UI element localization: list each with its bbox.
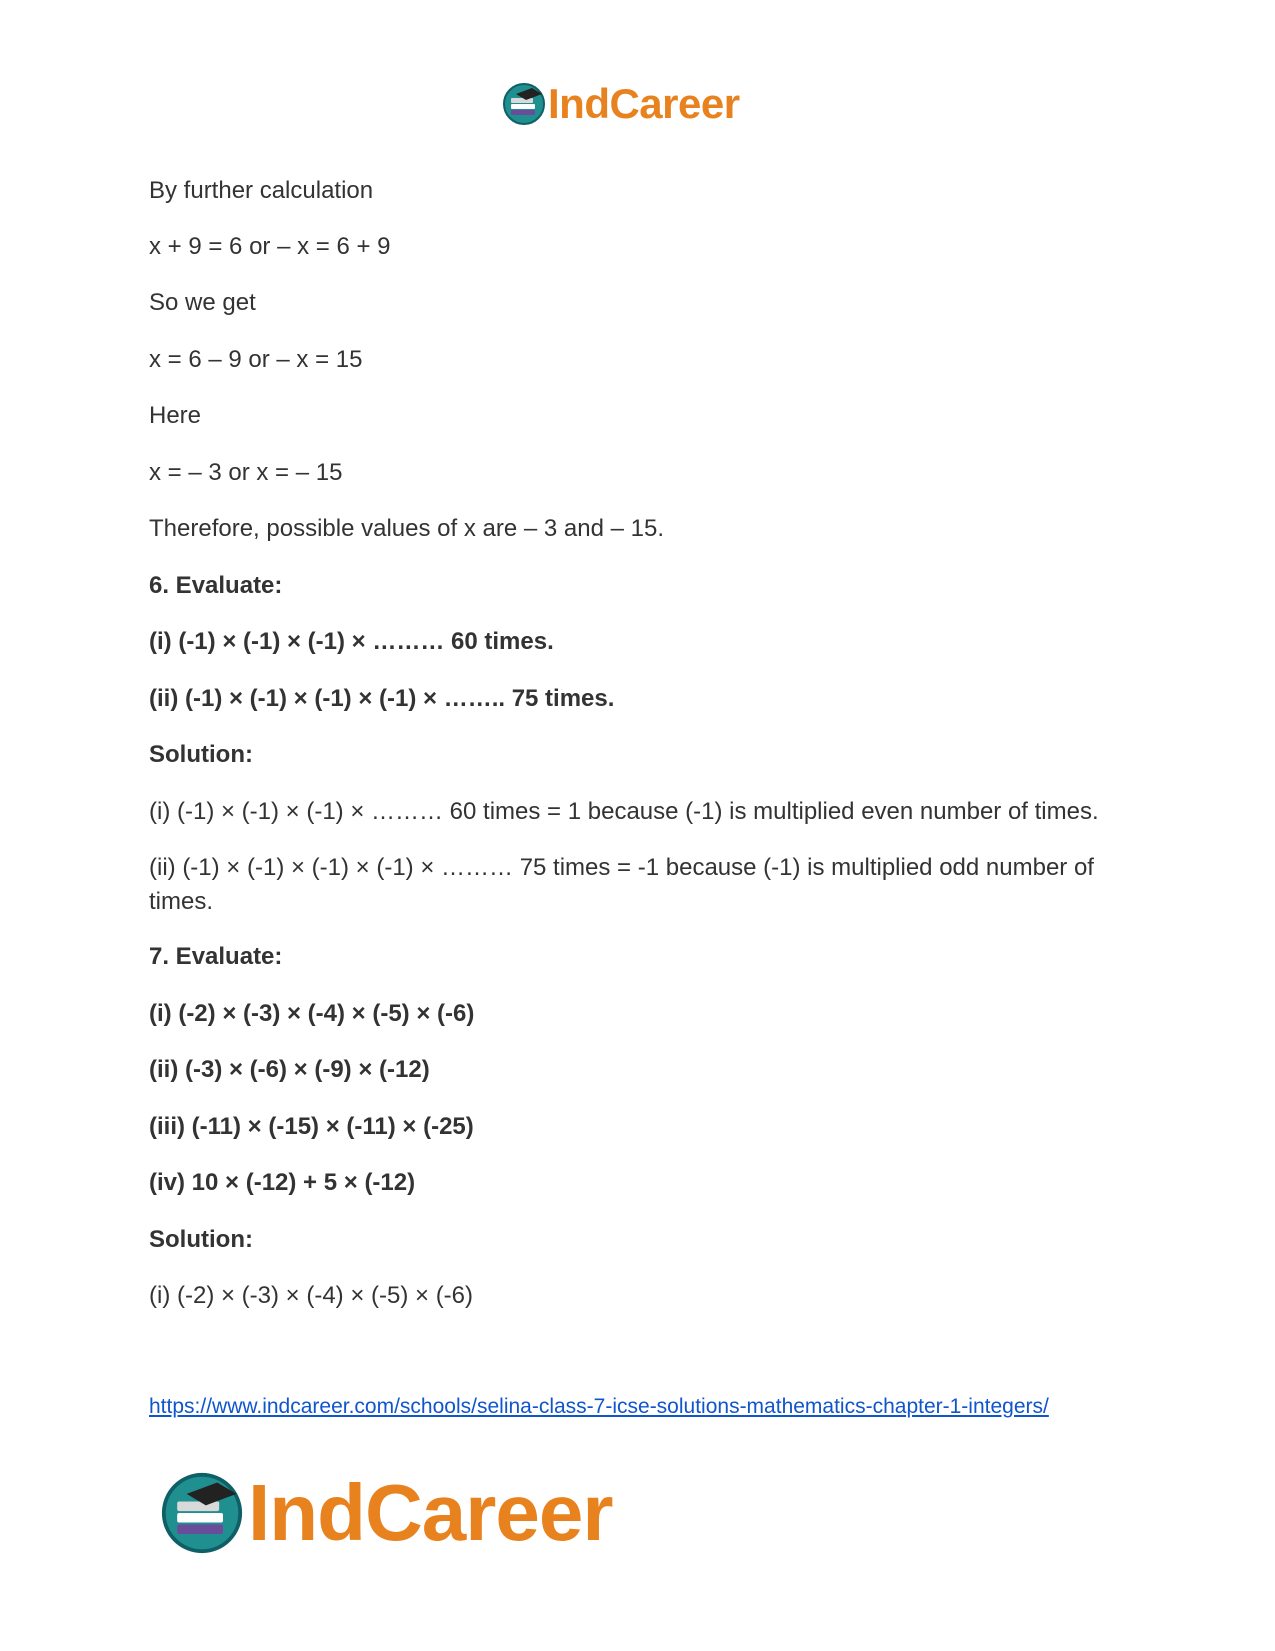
question-item: (ii) (-3) × (-6) × (-9) × (-12) (149, 1056, 430, 1083)
question-item: (i) (-2) × (-3) × (-4) × (-5) × (-6) (149, 1000, 475, 1027)
header-logo (502, 80, 740, 128)
solution-line: (i) (-1) × (-1) × (-1) × ……… 60 times = 1 because (-1) is multiplied even number of times. (149, 798, 1099, 825)
question-item: (ii) (-1) × (-1) × (-1) × (-1) × …….. 75 times. (149, 685, 615, 712)
question-item: (iii) (-11) × (-15) × (-11) × (-25) (149, 1113, 474, 1140)
indcareer-emblem-icon (160, 1471, 244, 1555)
solution-line: (ii) (-1) × (-1) × (-1) × (-1) × ……… 75 times = -1 because (-1) is multiplied odd number of times. (149, 854, 1094, 915)
equation-line: x = – 3 or x = – 15 (149, 459, 343, 486)
text-line: By further calculation (149, 177, 374, 204)
text-line: Here (149, 402, 202, 429)
solution-heading: Solution: (149, 1226, 253, 1253)
solution-heading: Solution: (149, 741, 253, 768)
footer-logo (160, 1468, 612, 1558)
logo-text: IndCareer (248, 1468, 613, 1557)
equation-line: x = 6 – 9 or – x = 15 (149, 346, 363, 373)
equation-line: x + 9 = 6 or – x = 6 + 9 (149, 233, 391, 260)
question-item: (iv) 10 × (-12) + 5 × (-12) (149, 1169, 416, 1196)
conclusion-line: Therefore, possible values of x are – 3 and – 15. (149, 515, 664, 542)
indcareer-emblem-icon (502, 82, 546, 126)
question-heading: 7. Evaluate: (149, 943, 283, 970)
solution-line: (i) (-2) × (-3) × (-4) × (-5) × (-6) (149, 1282, 474, 1309)
question-heading: 6. Evaluate: (149, 572, 283, 599)
logo-text: IndCareer (548, 80, 740, 127)
text-line: So we get (149, 289, 256, 316)
question-item: (i) (-1) × (-1) × (-1) × ……… 60 times. (149, 628, 554, 655)
source-link[interactable]: https://www.indcareer.com/schools/selina-class-7-icse-solutions-mathematics-chapter-1-integers/ (149, 1395, 1049, 1418)
